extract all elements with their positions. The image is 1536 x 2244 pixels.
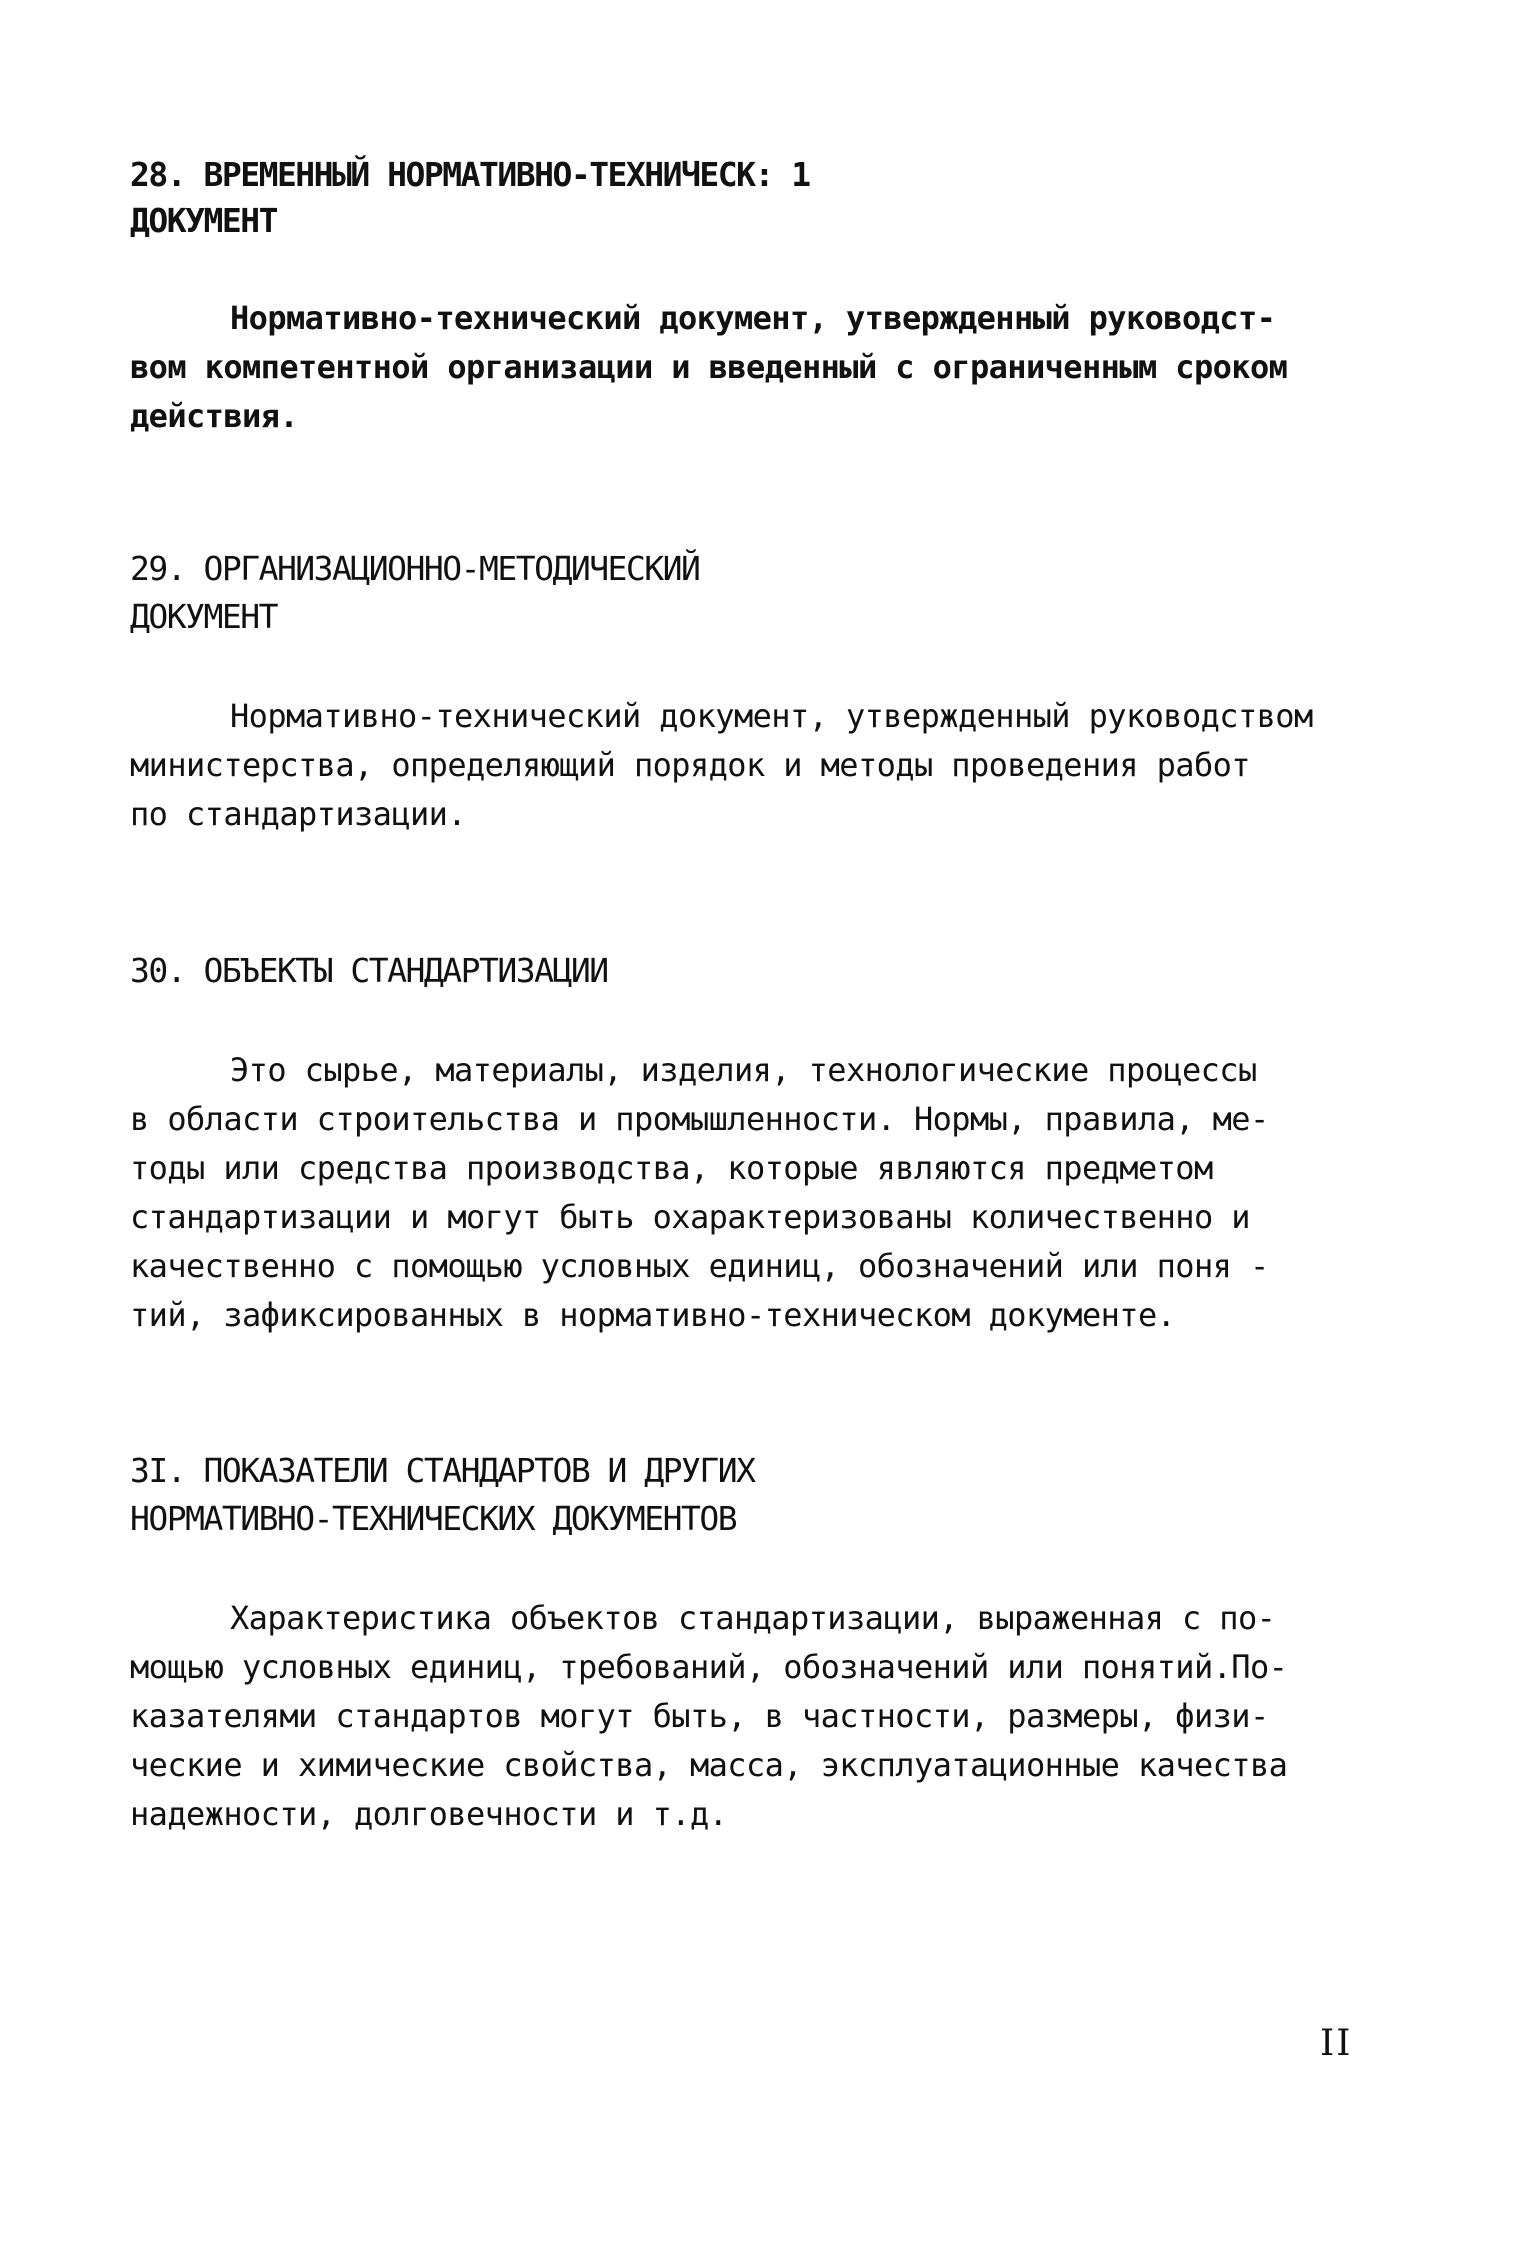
- section-paragraph: [130, 1594, 1410, 1839]
- paragraph-line: вом компетентной организации и введенный с ограниченным сроком: [130, 348, 1288, 386]
- paragraph-line: стандартизации и могут быть охарактеризованы количественно и: [130, 1198, 1250, 1236]
- section-heading-line: ДОКУМЕНТ: [130, 597, 277, 636]
- paragraph-line: министерства, определяющий порядок и методы проведения работ: [130, 746, 1250, 784]
- paragraph-line: тий, зафиксированных в нормативно-техническом документе.: [130, 1296, 1176, 1334]
- section-heading-line: 3I. ПОКАЗАТЕЛИ СТАНДАРТОВ И ДРУГИХ: [130, 1451, 755, 1490]
- paragraph-line: действия.: [130, 397, 298, 435]
- paragraph-line: казателями стандартов могут быть, в частности, размеры, физи-: [130, 1697, 1269, 1735]
- section-heading-line: 30. ОБЪЕКТЫ СТАНДАРТИЗАЦИИ: [130, 951, 608, 990]
- paragraph-line: качественно с помощью условных единиц, обозначений или поня -: [130, 1247, 1269, 1285]
- section-heading-line: 29. ОРГАНИЗАЦИОННО-МЕТОДИЧЕСКИЙ: [130, 549, 700, 588]
- paragraph-line: Это сырье, материалы, изделия, технологические процессы: [230, 1051, 1257, 1089]
- section-paragraph: [130, 294, 1410, 441]
- paragraph-line: мощью условных единиц, требований, обозначений или понятий.По-: [130, 1648, 1288, 1686]
- paragraph-line: ческие и химические свойства, масса, эксплуатационные качества: [130, 1746, 1288, 1784]
- section-heading-line: НОРМАТИВНО-ТЕХНИЧЕСКИХ ДОКУМЕНТОВ: [130, 1499, 737, 1538]
- paragraph-line: Нормативно-технический документ, утвержденный руководством: [230, 697, 1313, 735]
- paragraph-line: тоды или средства производства, которые являются предметом: [130, 1149, 1213, 1187]
- paragraph-line: по стандартизации.: [130, 795, 466, 833]
- paragraph-line: Нормативно-технический документ, утвержденный руководст-: [230, 299, 1276, 337]
- paragraph-line: надежности, долговечности и т.д.: [130, 1795, 728, 1833]
- page-number: II: [1320, 2023, 1353, 2064]
- section-heading-line: ДОКУМЕНТ: [130, 201, 277, 240]
- paragraph-line: Характеристика объектов стандартизации, выраженная с по-: [230, 1599, 1276, 1637]
- section-paragraph: [130, 692, 1410, 839]
- section-paragraph: [130, 1046, 1410, 1340]
- section-heading-line: 28. ВРЕМЕННЫЙ НОРМАТИВНО-ТЕХНИЧЕСК: 1: [130, 155, 810, 194]
- paragraph-line: в области строительства и промышленности. Нормы, правила, ме-: [130, 1100, 1269, 1138]
